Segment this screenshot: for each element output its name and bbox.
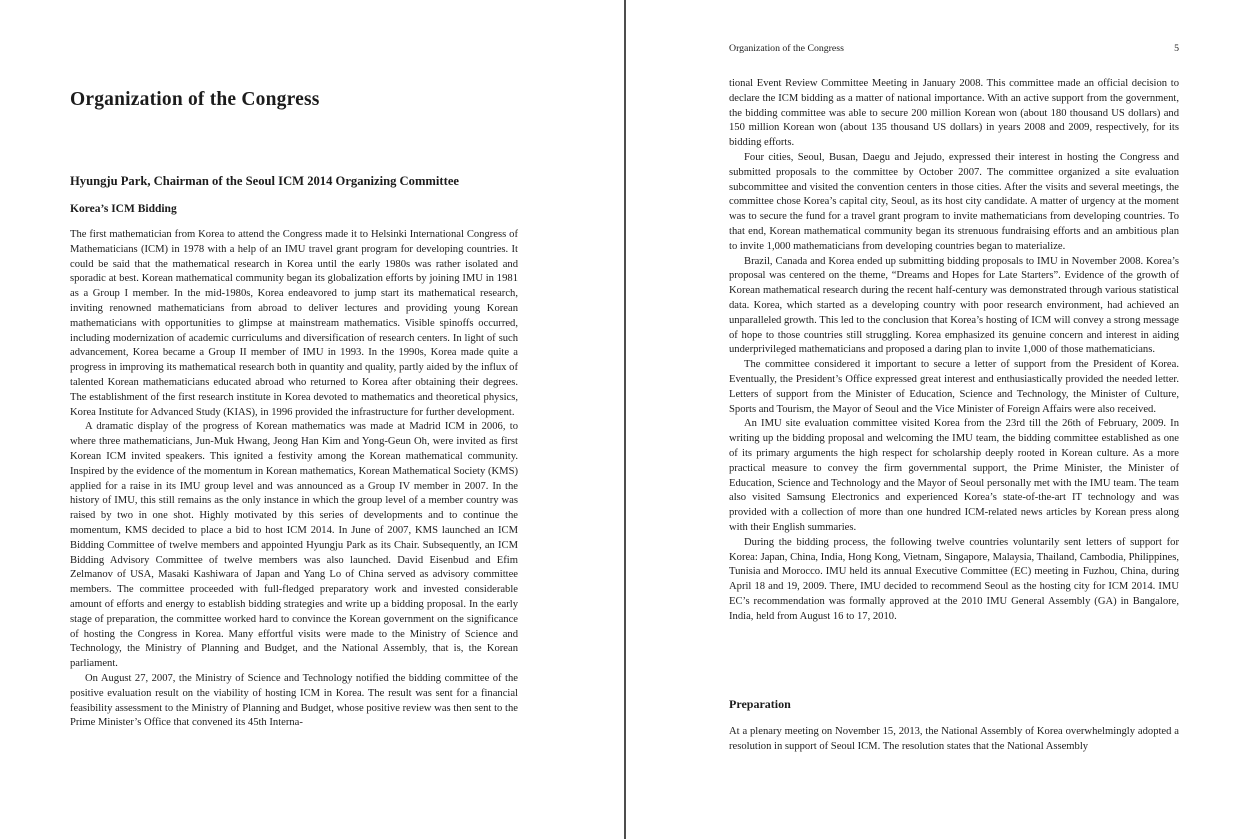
- paragraph: On August 27, 2007, the Ministry of Science and Technology notified the bidding committee of the positive evaluation result on the viability of hosting ICM in Korea. The result was sent for a financial feasibility assessment to the Ministry of Planning and Budget, whose positive review was then sent to the Prime Minister’s Office that convened its 45th Interna-: [70, 672, 518, 729]
- running-title: Organization of the Congress: [729, 43, 844, 54]
- chapter-title: Organization of the Congress: [70, 89, 320, 111]
- preparation-body: [729, 725, 1179, 755]
- paragraph: The first mathematician from Korea to attend the Congress made it to Helsinki International Congress of Mathematicians (ICM) in 1978 with a help of an IMU travel grant program for developing countries. It could be said that the mathematical research in Korea until the early 1980s was rather isolated and sporadic at best. Korean mathematical community began its globalization efforts by joining IMU in 1981 as a Group I member. In the mid-1980s, Korea endeavored to jump start its mathematical research, inviting renowned mathematicians from abroad to deliver lectures and providing young Korean mathematicians with opportunities to glimpse at mainstream mathematics. Visible spinoffs occurred, including modernization of academic curriculums and diversification of research centers. In light of such advancement, Korea became a Group II member of IMU in 1993. In the 1990s, Korea made quite a progress in improving its mathematical research both in quantity and quality, partly aided by the influx of talented Korean mathematicians educated abroad who returned to Korea after obtaining their degrees. The establishment of the first research institute in Korea devoted to mathematics and theoretical physics, Korea Institute for Advanced Study (KIAS), in 1996 provided the infrastructure for further development.: [70, 229, 518, 418]
- paragraph: Four cities, Seoul, Busan, Daegu and Jejudo, expressed their interest in hosting the Congress and submitted proposals to the committee by October 2007. The committee organized a site evaluation subcommittee and visited the convention centers in those cities. After the visits and several meetings, the committee chose Korea’s capital city, Seoul, as its host city candidate. A matter of urgency at the moment was to secure the fund for a travel grant program to invite mathematicians from developing countries. To that end, Korean mathematical community began its strenuous fundraising efforts and an ambitious plan to invite 1,000 mathematicians from developing countries began to materialize.: [729, 151, 1179, 252]
- paragraph: The committee considered it important to secure a letter of support from the President of Korea. Eventually, the President’s Office expressed great interest and enthusiastically provided the needed letter. Letters of support from the Minister of Education, Science and Technology, the Minister of Culture, Sports and Tourism, the Mayor of Seoul and the Vice Minister of Foreign Affairs were also received.: [729, 359, 1179, 415]
- running-header: [729, 43, 1179, 54]
- paragraph: During the bidding process, the following twelve countries voluntarily sent letters of support for Korea: Japan, China, India, Hong Kong, Vietnam, Singapore, Malaysia, Thailand, Cambodia, Philippines, Tunisia and Morocco. IMU held its annual Executive Committee (EC) meeting in Fuzhou, China, during April 18 and 19, 2009. There, IMU decided to recommend Seoul as the hosting city for ICM 2014. IMU EC’s recommendation was formally approved at the 2010 IMU General Assembly (GA) in Bangalore, India, held from August 16 to 17, 2010.: [729, 536, 1179, 622]
- author-heading: Hyungju Park, Chairman of the Seoul ICM 2014 Organizing Committee: [70, 174, 459, 188]
- paragraph: At a plenary meeting on November 15, 2013, the National Assembly of Korea overwhelmingly adopted a resolution in support of Seoul ICM. The resolution states that the National Assembly: [729, 726, 1179, 752]
- paragraph: A dramatic display of the progress of Korean mathematics was made at Madrid ICM in 2006, to where three mathematicians, Jun-Muk Hwang, Jeong Han Kim and Yong-Geun Oh, were invited as first Korean ICM invited speakers. This ignited a festivity among the Korean mathematical community. Inspired by the evidence of the momentum in Korean mathematics, Korean Mathematical Society (KMS) applied for a raise in its IMU group level and was announced as a Group IV member in 2007. In the history of IMU, this still remains as the only instance in which the group level of a member country was raised by two in one shot. Highly motivated by this series of developments and to continue the momentum, KMS decided to place a bid to host ICM 2014. In June of 2007, KMS launched an ICM Bidding Committee of twelve members and appointed Hyungju Park as its Chair. Subsequently, an ICM Bidding Advisory Committee of twelve members was also launched. David Eisenbud and Efim Zelmanov of USA, Masaki Kashiwara of Japan and Yang Lo of China served as advisory committee members. The committee proceeded with full-fledged preparatory work and invested considerable amount of efforts and energy to establish bidding strategies and write up a bidding proposal. In the early stage of preparation, the committee worked hard to convince the Korean government on the significance of hosting the Congress in Korea. Many effortful visits were made to the Ministry of Science and Technology, the Ministry of Planning and Budget, and the National Assembly, that is, the Korean parliament.: [70, 421, 518, 670]
- paragraph: Brazil, Canada and Korea ended up submitting bidding proposals to IMU in November 2008. Korea’s proposal was centered on the theme, “Dreams and Hopes for Late Starters”. Evidence of the growth of Korean mathematical research during the recent half-century was demonstrated through various statistical data. Korea, which started as a developing country with poor research environment, had achieved an unparalleled growth. This led to the conclusion that Korea’s hosting of ICM will convey a strong message of hope to those countries still struggling. Korea emphasized its genuine concern and interest in aiding underprivileged mathematicians and proposed a daring plan to invite 1,000 of those mathematicians.: [729, 255, 1179, 356]
- section-heading-preparation: Preparation: [729, 697, 791, 711]
- left-page-body: [70, 228, 518, 731]
- paragraph: tional Event Review Committee Meeting in January 2008. This committee made an official decision to declare the ICM bidding as a matter of national importance. With an active support from the government, the bidding committee was able to secure 200 million Korean won (about 180 thousand US dollars) and 150 million Korean won (about 135 thousand US dollars) in years 2008 and 2009, respectively, for its bidding efforts.: [729, 78, 1179, 149]
- section-heading-koreas-icm-bidding: Korea’s ICM Bidding: [70, 203, 177, 215]
- right-page-body: [729, 77, 1179, 624]
- page-divider: [624, 0, 626, 839]
- paragraph: An IMU site evaluation committee visited Korea from the 23rd till the 26th of February, 2009. In writing up the bidding proposal and welcoming the IMU team, the bidding committee established as one of its primary arguments the high respect for scholarship deeply rooted in Korean culture. As a more practical measure to convey the firm governmental support, the Prime Minister, the Minister of Education, Science and Technology and the Mayor of Seoul personally met with the IMU team. The team also visited Samsung Electronics and experienced Korea’s state-of-the-art IT technology and was provided with a collection of more than one hundred ICM-related news articles by Korean press along with their English summaries.: [729, 418, 1179, 533]
- page-number: 5: [1174, 43, 1179, 54]
